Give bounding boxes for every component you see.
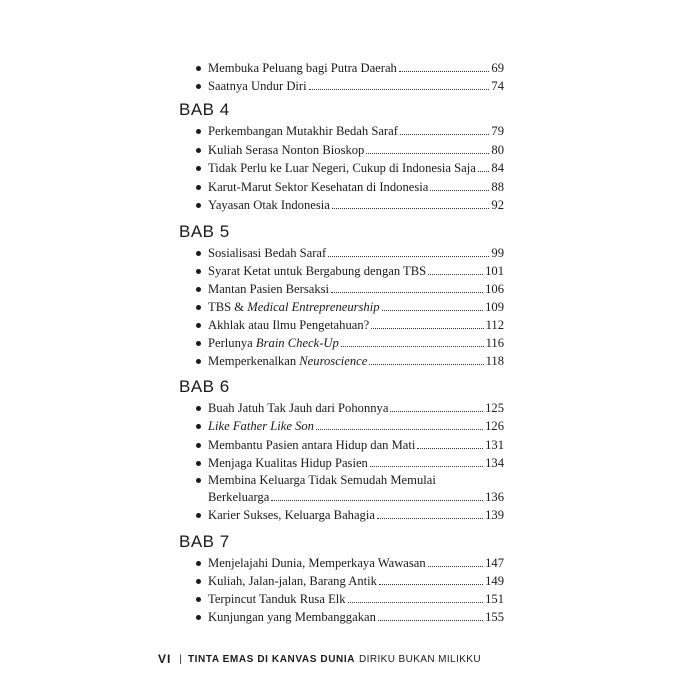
dot-leader [328, 256, 489, 257]
toc-entry-title-text: Saatnya Undur Diri [208, 79, 307, 93]
toc-entry-title [208, 416, 314, 436]
toc-entry-page: 151 [485, 592, 504, 606]
dot-leader [428, 566, 483, 567]
page-footer [158, 651, 481, 667]
toc-entry-page: 112 [485, 318, 504, 332]
toc-entry-title [208, 505, 375, 525]
toc-entry-title [208, 297, 380, 317]
toc-entry-title-text: Tidak Perlu ke Luar Negeri, Cukup di Indonesia Saja [208, 161, 476, 175]
toc-entry-page: 125 [485, 401, 504, 415]
toc-entry [196, 279, 504, 299]
toc-entry-page: 106 [485, 282, 504, 296]
toc-entry-page: 155 [485, 610, 504, 624]
toc-entry [196, 297, 504, 317]
bullet-icon [196, 478, 201, 483]
toc-entry-title-italic: Like Father Like Son [208, 419, 314, 433]
dot-leader [399, 71, 490, 72]
toc-entry-title [208, 607, 376, 627]
toc-entry-page: 134 [485, 456, 504, 470]
toc-entry-page: 79 [491, 124, 504, 138]
toc-entry-title-text: Menjelajahi Dunia, Memperkaya Wawasan [208, 556, 426, 570]
bullet-icon [196, 406, 201, 411]
toc-entry-title-italic: Brain Check-Up [255, 336, 339, 350]
toc-entry-page: 88 [491, 180, 504, 194]
toc-entry-title-text: Akhlak atau Ilmu Pengetahuan? [208, 318, 370, 332]
toc-entry-title [208, 553, 426, 573]
dot-leader [348, 602, 484, 603]
toc-entry-title [208, 195, 330, 215]
toc-entry-page: 69 [491, 61, 504, 75]
toc-entry-page: 136 [485, 490, 504, 504]
bullet-icon [196, 513, 201, 518]
bullet-icon [196, 597, 201, 602]
toc-entry-title [208, 261, 426, 281]
toc-entry-title [208, 177, 428, 197]
dot-leader [370, 466, 483, 467]
toc-entry-title-text: Kunjungan yang Membanggakan [208, 610, 376, 624]
dot-leader [331, 292, 483, 293]
dot-leader [332, 208, 490, 209]
toc-entry-title-text: Menjaga Kualitas Hidup Pasien [208, 456, 368, 470]
bullet-icon [196, 185, 201, 190]
toc-entry [196, 505, 504, 525]
toc-entry-page: 126 [485, 419, 504, 433]
dot-leader [371, 328, 483, 329]
toc-entry-title [208, 487, 269, 507]
bullet-icon [196, 443, 201, 448]
toc-entry-title [208, 121, 398, 141]
toc-entry [196, 76, 504, 96]
toc-entry [196, 243, 504, 263]
toc-entry-title [208, 76, 307, 96]
toc-entry-page: 80 [491, 143, 504, 157]
toc-entry [196, 571, 504, 591]
toc-entry [196, 553, 504, 573]
toc-entry [196, 470, 504, 504]
toc-entry-title-text: Terpincut Tanduk Rusa Elk [208, 592, 346, 606]
toc-entry-page: 109 [485, 300, 504, 314]
toc-entry [196, 195, 504, 215]
toc-entry-page: 147 [485, 556, 504, 570]
dot-leader [366, 153, 489, 154]
page-number: VI [158, 652, 172, 666]
toc-entry [196, 351, 504, 371]
toc-entry [196, 140, 504, 160]
dot-leader [341, 346, 484, 347]
chapter-heading: BAB 5 [179, 222, 230, 241]
toc-entry-page: 74 [491, 79, 504, 93]
toc-entry-page: 118 [485, 354, 504, 368]
toc-entry-page: 92 [491, 198, 504, 212]
toc-entry-title-text: Kuliah Serasa Nonton Bioskop [208, 143, 365, 157]
bullet-icon [196, 359, 201, 364]
dot-leader [271, 500, 483, 501]
toc-entry [196, 333, 504, 353]
toc-entry [196, 58, 504, 78]
toc-entry [196, 435, 504, 455]
toc-entry-title-text: Sosialisasi Bedah Saraf [208, 246, 327, 260]
toc-entry [196, 177, 504, 197]
toc-entry-title [208, 571, 377, 591]
toc-entry-title-text: Memperkenalkan [208, 354, 300, 368]
bullet-icon [196, 323, 201, 328]
toc-entry-page: 84 [491, 161, 504, 175]
toc-entry-title-text: Berkeluarga [208, 490, 270, 504]
bullet-icon [196, 287, 201, 292]
toc-entry-page: 131 [485, 438, 504, 452]
toc-entry-page: 99 [491, 246, 504, 260]
dot-leader [378, 620, 483, 621]
chapter-heading: BAB 6 [179, 377, 230, 396]
toc-entry-title-text: Membantu Pasien antara Hidup dan Mati [208, 438, 416, 452]
toc-entry-title [208, 315, 369, 335]
chapter-heading: BAB 4 [179, 100, 230, 119]
toc-entry-title-text: Karier Sukses, Keluarga Bahagia [208, 508, 375, 522]
bullet-icon [196, 424, 201, 429]
dot-leader [417, 448, 483, 449]
bullet-icon [196, 461, 201, 466]
footer-separator: | [179, 653, 182, 665]
toc-entry-title-text: Perlunya [208, 336, 256, 350]
toc-entry-title-text: Karut-Marut Sektor Kesehatan di Indonesia [208, 180, 429, 194]
book-title: TINTA EMAS DI KANVAS DUNIA [187, 653, 356, 665]
dot-leader [478, 171, 490, 172]
toc-entry-title [208, 279, 329, 299]
toc-entry-title [208, 243, 326, 263]
bullet-icon [196, 251, 201, 256]
toc-entry-title-text: Buah Jatuh Tak Jauh dari Pohonnya [208, 401, 389, 415]
toc-entry [196, 416, 504, 436]
toc-entry [196, 589, 504, 609]
bullet-icon [196, 561, 201, 566]
toc-entry-title-text: Mantan Pasien Bersaksi [208, 282, 330, 296]
toc-entry-title [208, 351, 367, 371]
toc-entry-title-text: Perkembangan Mutakhir Bedah Saraf [208, 124, 398, 138]
bullet-icon [196, 166, 201, 171]
toc-entry-title-text: TBS & [208, 300, 248, 314]
toc-entry [196, 315, 504, 335]
toc-entry-page: 116 [485, 336, 504, 350]
bullet-icon [196, 615, 201, 620]
bullet-icon [196, 579, 201, 584]
bullet-icon [196, 269, 201, 274]
toc-entry [196, 398, 504, 418]
toc-entry-title-text: Membuka Peluang bagi Putra Daerah [208, 61, 397, 75]
dot-leader [379, 584, 483, 585]
toc-entry-title-line1: Membina Keluarga Tidak Semudah Memulai [208, 473, 436, 487]
toc-entry-title [208, 158, 476, 178]
toc-entry-page: 101 [485, 264, 504, 278]
bullet-icon [196, 203, 201, 208]
toc-entry-title-text: Yayasan Otak Indonesia [208, 198, 330, 212]
toc-entry [196, 607, 504, 627]
book-subtitle: DIRIKU BUKAN MILIKKU [359, 653, 481, 665]
bullet-icon [196, 66, 201, 71]
dot-leader [309, 89, 490, 90]
bullet-icon [196, 129, 201, 134]
toc-entry-title [208, 398, 388, 418]
dot-leader [377, 518, 483, 519]
bullet-icon [196, 84, 201, 89]
toc-entry-title-text: Kuliah, Jalan-jalan, Barang Antik [208, 574, 377, 588]
toc-entry-title-italic: Medical Entrepreneurship [247, 300, 380, 314]
dot-leader [400, 134, 490, 135]
dot-leader [316, 429, 483, 430]
bullet-icon [196, 148, 201, 153]
dot-leader [428, 274, 483, 275]
toc-entry-title [208, 58, 397, 78]
dot-leader [382, 310, 484, 311]
toc-entry-title-text: Syarat Ketat untuk Bergabung dengan TBS [208, 264, 427, 278]
toc-entry-page: 149 [485, 574, 504, 588]
dot-leader [430, 190, 489, 191]
toc-entry-title [208, 589, 346, 609]
bullet-icon [196, 341, 201, 346]
toc-entry-title [208, 435, 415, 455]
toc-entry-page: 139 [485, 508, 504, 522]
bullet-icon [196, 305, 201, 310]
chapter-heading: BAB 7 [179, 532, 230, 551]
toc-entry [196, 121, 504, 141]
dot-leader [369, 364, 483, 365]
toc-entry [196, 261, 504, 281]
toc-entry-title [208, 140, 364, 160]
toc-entry-title-italic: Neuroscience [299, 354, 368, 368]
toc-entry [196, 158, 504, 178]
toc-entry-title [208, 333, 339, 353]
dot-leader [390, 411, 483, 412]
